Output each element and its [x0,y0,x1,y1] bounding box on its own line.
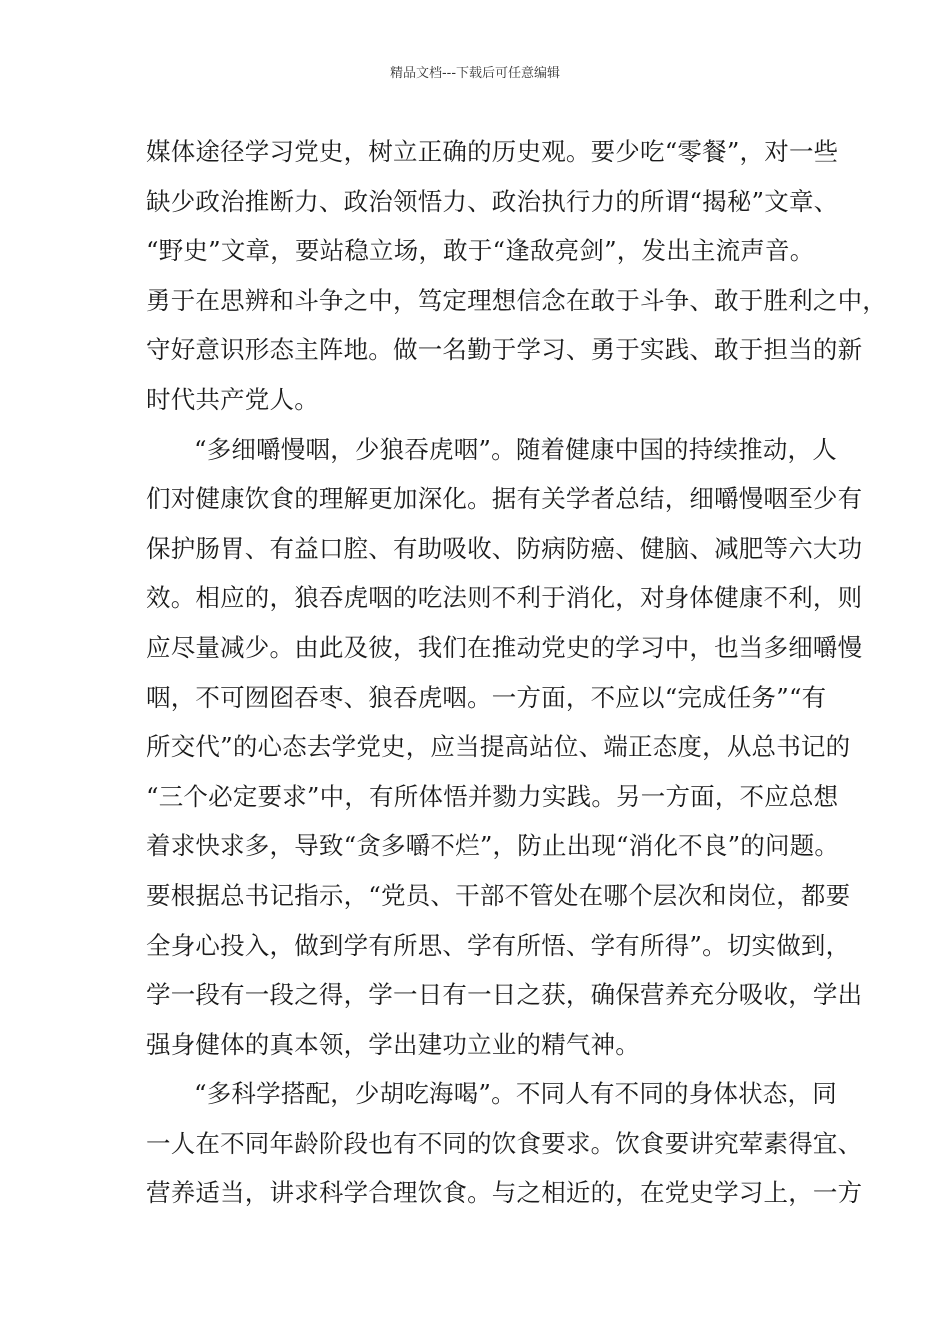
page-header: 精品文档---下载后可任意编辑 [389,66,561,81]
text-line: “多细嚼慢咽，少狼吞虎咽”。随着健康中国的持续推动，人 [194,434,837,464]
text-line: 所交代”的心态去学党史，应当提高站位、端正态度，从总书记的 [146,732,851,762]
text-line: 媒体途径学习党史，树立正确的历史观。要少吃“零餐”，对一些 [146,137,839,166]
text-line: 营养适当，讲求科学合理饮食。与之相近的，在党史学习上，一方 [146,1178,863,1208]
text-line: 守好意识形态主阵地。做一名勤于学习、勇于实践、敢于担当的新 [146,335,863,365]
text-line: 咽，不可囫囵吞枣、狼吞虎咽。一方面，不应以“完成任务”“有 [146,682,827,712]
text-line: 保护肠胃、有益口腔、有助吸收、防病防癌、健脑、减肥等六大功 [146,533,863,563]
text-line: “三个必定要求”中，有所体悟并勠力实践。另一方面，不应总想 [146,781,839,811]
text-line: 缺少政治推断力、政治领悟力、政治执行力的所谓“揭秘”文章、 [146,186,839,216]
text-line: 们对健康饮食的理解更加深化。据有关学者总结，细嚼慢咽至少有 [146,484,863,514]
text-line: 勇于在思辨和斗争之中，笃定理想信念在敢于斗争、敢于胜利之中， [146,285,887,315]
text-line: 学一段有一段之得，学一日有一日之获，确保营养充分吸收，学出 [146,980,863,1010]
text-line: “多科学搭配，少胡吃海喝”。不同人有不同的身体状态，同 [194,1079,837,1109]
text-line: 时代共产党人。 [146,384,319,414]
text-line: 一人在不同年龄阶段也有不同的饮食要求。饮食要讲究荤素得宜、 [146,1128,863,1158]
document-body [146,127,887,1218]
text-line: 强身健体的真本领，学出建功立业的精气神。 [146,1029,640,1059]
text-line: 效。相应的，狼吞虎咽的吃法则不利于消化，对身体健康不利，则 [146,583,863,613]
paragraph [146,1069,863,1218]
text-line: 着求快求多，导致“贪多嚼不烂”，防止出现“消化不良”的问题。 [146,831,840,861]
paragraph [146,425,863,1070]
text-line: “野史”文章，要站稳立场，敢于“逢敌亮剑”，发出主流声音。 [146,236,815,266]
paragraph [146,127,887,425]
text-line: 应尽量减少。由此及彼，我们在推动党史的学习中，也当多细嚼慢 [146,632,863,662]
text-line: 全身心投入，做到学有所思、学有所悟、学有所得”。切实做到， [146,930,851,960]
text-line: 要根据总书记指示，“党员、干部不管处在哪个层次和岗位，都要 [146,880,851,910]
